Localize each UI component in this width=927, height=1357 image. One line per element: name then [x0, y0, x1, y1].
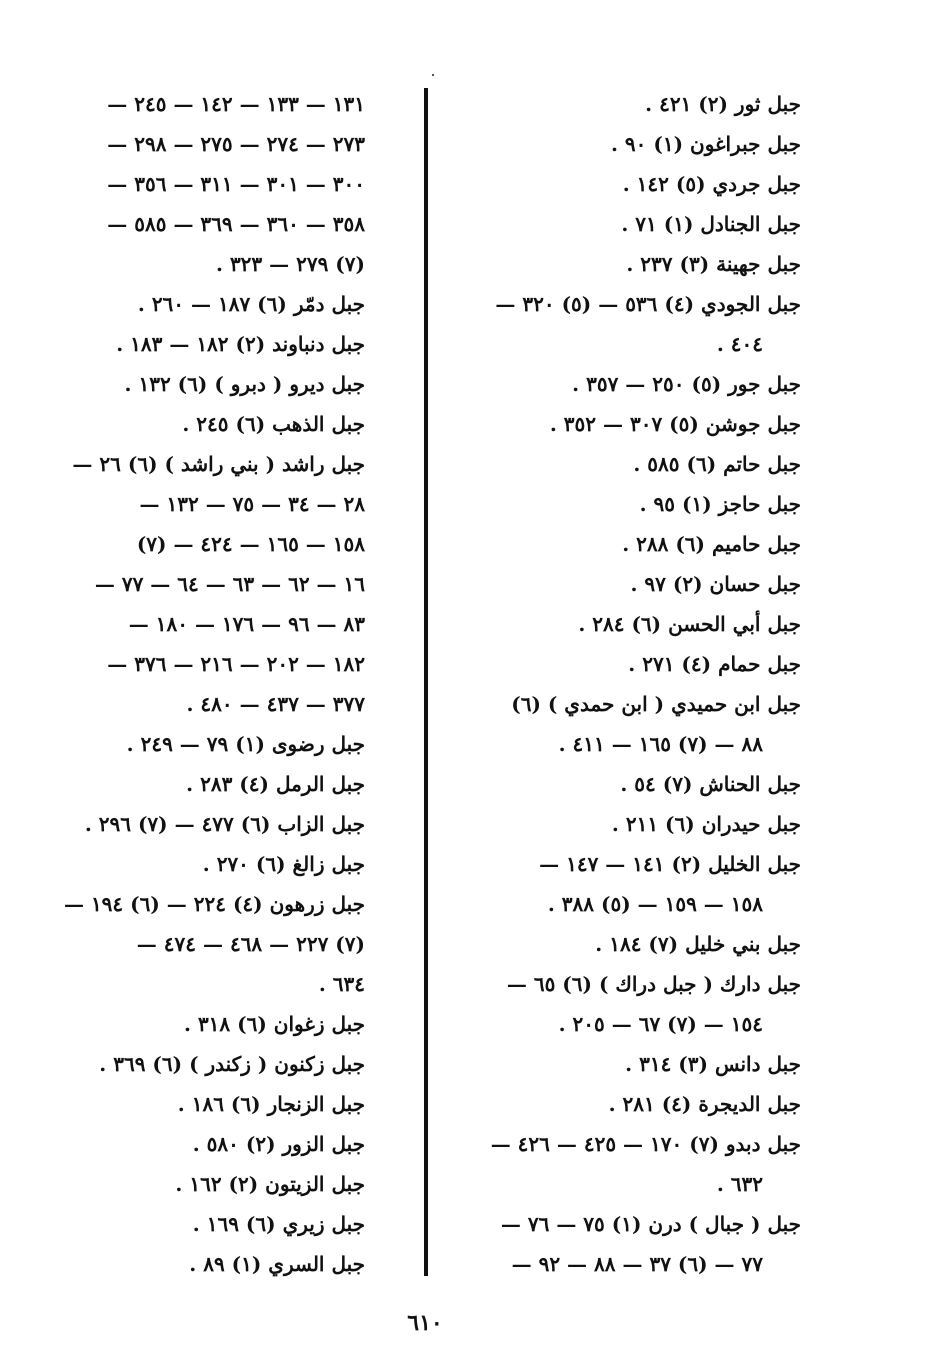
index-entry-line: (٧) ٢٢٧ — ٤٦٨ — ٤٧٤ — [136, 932, 365, 956]
index-entry-line: ٧٧ — (٦) ٣٧ — ٨٨ — ٩٢ — [511, 1252, 763, 1276]
index-entry-line: جبل جهينة (٣) ٢٣٧ . [626, 252, 801, 276]
index-entry-line: جبل حاجز (١) ٩٥ . [639, 492, 801, 516]
index-entry-line: جبل الحناش (٧) ٥٤ . [620, 772, 801, 796]
index-entry-line: ٨٣ — ٩٦ — ١٧٦ — ١٨٠ — [128, 612, 365, 636]
index-entry-line: جبل حيدران (٦) ٢١١ . [611, 812, 801, 836]
index-entry-line: ٦٣٤ . [318, 972, 365, 996]
index-column-left [45, 84, 365, 1284]
index-entry-line: جبل بني خليل (٧) ١٨٤ . [595, 932, 801, 956]
index-entry-line: جبل أبي الحسن (٦) ٢٨٤ . [578, 612, 801, 636]
index-entry-line: جبل دمّر (٦) ١٨٧ — ٢٦٠ . [137, 292, 365, 316]
index-entry-line: جبل حسان (٢) ٩٧ . [630, 572, 801, 596]
index-entry-line: ١٥٨ — ١٦٥ — ٤٢٤ — (٧) [136, 532, 365, 556]
index-entry-line: جبل الخليل (٢) ١٤١ — ١٤٧ — [539, 852, 801, 876]
index-entry-line: جبل دبدو (٧) ١٧٠ — ٤٢٥ — ٤٢٦ — [490, 1132, 801, 1156]
index-entry-line: جبل زالغ (٦) ٢٧٠ . [202, 852, 365, 876]
index-entry-line: جبل زرهون (٤) ٢٢٤ — (٦) ١٩٤ — [63, 892, 365, 916]
index-entry-line: ١٣١ — ١٣٣ — ١٤٢ — ٢٤٥ — [107, 92, 365, 116]
index-entry-line: جبل دارك ( جبل دراك ) (٦) ٦٥ — [506, 972, 801, 996]
index-entry-line: جبل حاتم (٦) ٥٨٥ . [633, 452, 801, 476]
index-entry-line: جبل راشد ( بني راشد ) (٦) ٢٦ — [72, 452, 365, 476]
index-entry-line: جبل رضوى (١) ٧٩ — ٢٤٩ . [126, 732, 365, 756]
column-divider [424, 88, 428, 1276]
index-entry-line: جبل الجنادل (١) ٧١ . [621, 212, 801, 236]
index-entry-line: (٧) ٢٧٩ — ٣٢٣ . [216, 252, 365, 276]
index-entry-line: ٣٠٠ — ٣٠١ — ٣١١ — ٣٥٦ — [107, 172, 365, 196]
index-entry-line: ٢٧٣ — ٢٧٤ — ٢٧٥ — ٢٩٨ — [107, 132, 365, 156]
index-entry-line: جبل ( جبال ) درن (١) ٧٥ — ٧٦ — [500, 1212, 801, 1236]
index-entry-line: جبل الذهب (٦) ٢٤٥ . [182, 412, 365, 436]
index-entry-line: ٢٨ — ٣٤ — ٧٥ — ١٣٢ — [139, 492, 365, 516]
index-entry-line: ١٨٢ — ٢٠٢ — ٢١٦ — ٣٧٦ — [107, 652, 365, 676]
index-entry-line: جبل حمام (٤) ٢٧١ . [628, 652, 801, 676]
index-entry-line: جبل جبراغون (١) ٩٠ . [610, 132, 801, 156]
index-entry-line: جبل ثور (٢) ٤٢١ . [645, 92, 801, 116]
index-entry-line: ٨٨ — (٧) ١٦٥ — ٤١١ . [558, 732, 763, 756]
index-entry-line: ١٦ — ٦٢ — ٦٣ — ٦٤ — ٧٧ — [94, 572, 365, 596]
index-entry-line: جبل الزاب (٦) ٤٧٧ — (٧) ٢٩٦ . [84, 812, 365, 836]
index-entry-line: جبل الزور (٢) ٥٨٠ . [192, 1132, 365, 1156]
index-entry-line: جبل الزنجار (٦) ١٨٦ . [177, 1092, 365, 1116]
index-entry-line: جبل الجودي (٤) ٥٣٦ — (٥) ٣٢٠ — [495, 292, 801, 316]
index-entry-line: جبل السري (١) ٨٩ . [189, 1252, 365, 1276]
index-entry-line: ٣٥٨ — ٣٦٠ — ٣٦٩ — ٥٨٥ — [107, 212, 365, 236]
index-entry-line: ٣٧٧ — ٤٣٧ — ٤٨٠ . [186, 692, 365, 716]
index-entry-line: ٦٣٢ . [716, 1172, 763, 1196]
index-entry-line: جبل ابن حميدي ( ابن حمدي ) (٦) [511, 692, 801, 716]
index-entry-line: جبل زغوان (٦) ٣١٨ . [184, 1012, 365, 1036]
index-entry-line: جبل جور (٥) ٢٥٠ — ٣٥٧ . [572, 372, 801, 396]
index-entry-line: جبل الديجرة (٤) ٢٨١ . [608, 1092, 801, 1116]
print-speck [432, 74, 434, 76]
index-entry-line: جبل دانس (٣) ٣١٤ . [625, 1052, 801, 1076]
index-entry-line: جبل حاميم (٦) ٢٨٨ . [622, 532, 801, 556]
index-entry-line: ١٥٨ — ١٥٩ — (٥) ٣٨٨ . [547, 892, 763, 916]
index-column-right [421, 84, 801, 1284]
index-entry-line: جبل جوشن (٥) ٣٠٧ — ٣٥٢ . [549, 412, 801, 436]
index-entry-line: جبل زكنون ( زكندر ) (٦) ٣٦٩ . [99, 1052, 365, 1076]
index-entry-line: جبل الرمل (٤) ٢٨٣ . [186, 772, 365, 796]
page-number: ٦١٠ [407, 1310, 443, 1336]
index-entry-line: جبل جردي (٥) ١٤٢ . [622, 172, 801, 196]
index-entry-line: جبل زيري (٦) ١٦٩ . [192, 1212, 365, 1236]
index-entry-line: ٤٠٤ . [716, 332, 763, 356]
index-entry-line: جبل ديرو ( دبرو ) (٦) ١٣٢ . [124, 372, 365, 396]
index-entry-line: ١٥٤ — (٧) ٦٧ — ٢٠٥ . [558, 1012, 763, 1036]
index-entry-line: جبل الزيتون (٢) ١٦٢ . [175, 1172, 365, 1196]
index-entry-line: جبل دنباوند (٢) ١٨٢ — ١٨٣ . [116, 332, 365, 356]
